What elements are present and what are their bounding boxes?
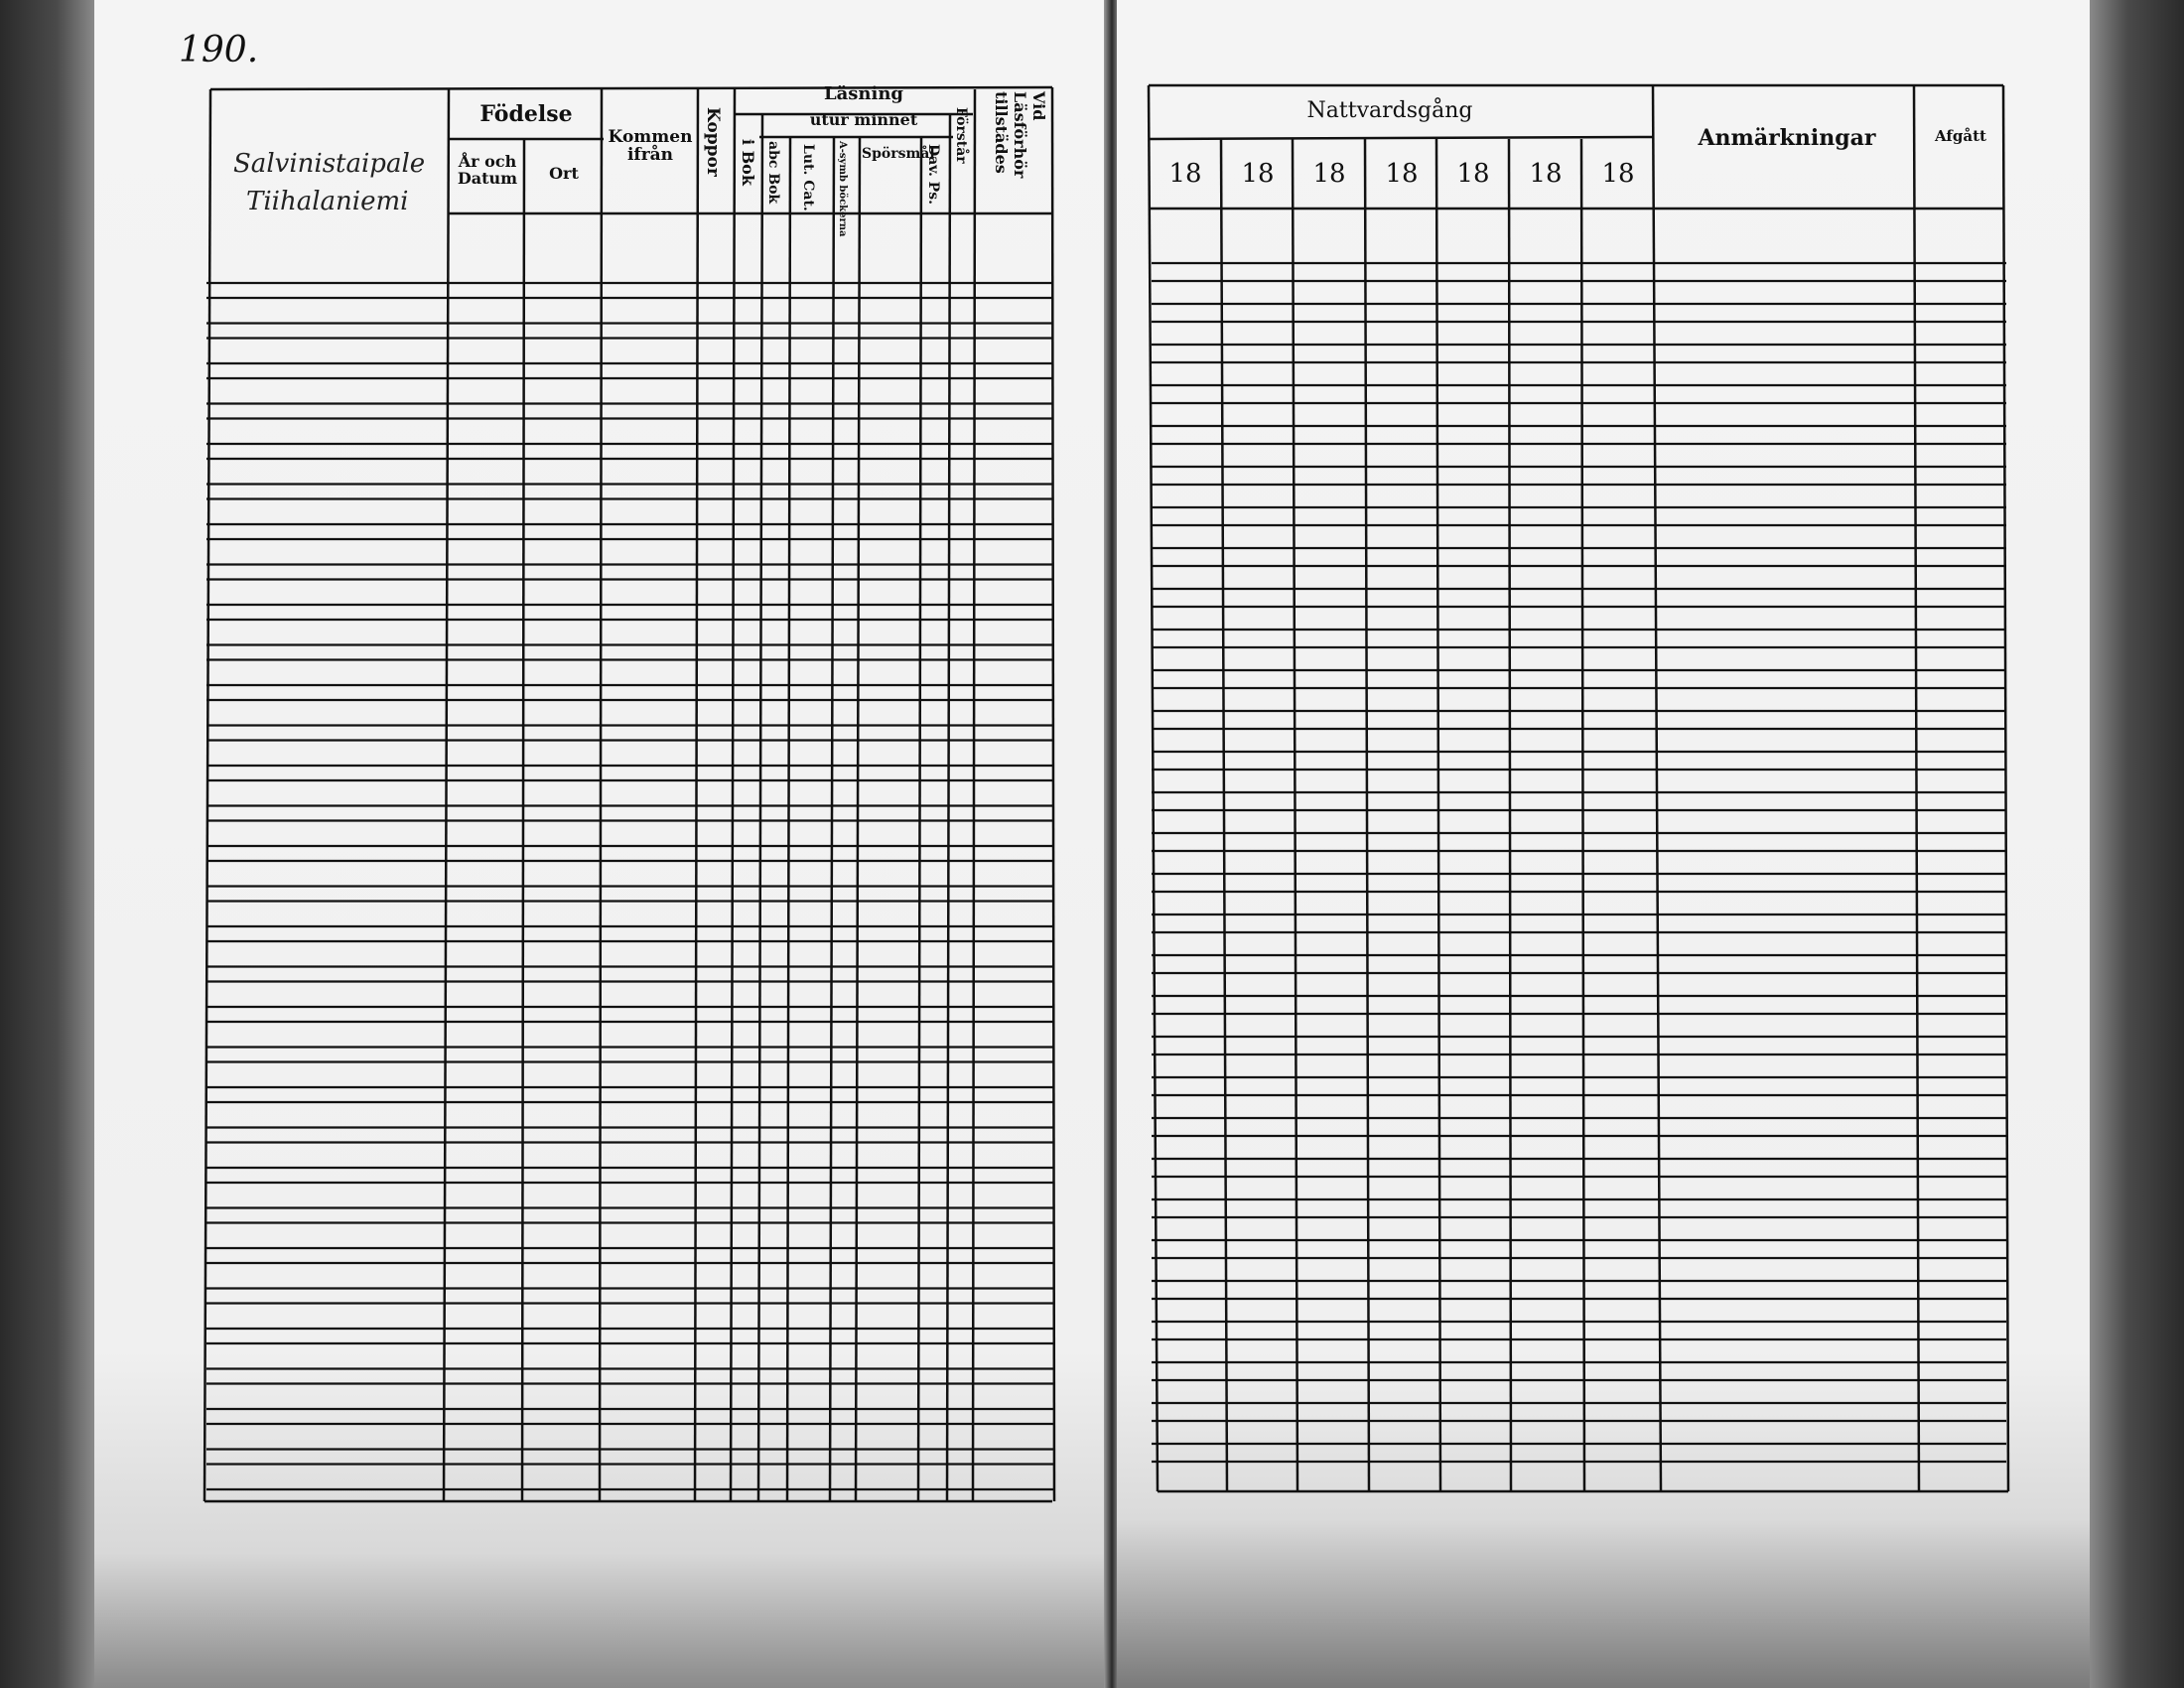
- header-fodelse: Födelse: [479, 101, 573, 127]
- header-lasning: Läsning: [823, 83, 904, 104]
- header-dav-ps: Dav. Ps.: [925, 144, 941, 205]
- nattvard-year-label: 18: [1601, 159, 1635, 189]
- page-number: 190.: [179, 30, 259, 70]
- handwritten-place-2: Tiihalaniemi: [246, 187, 409, 216]
- header-a-symb: A-symb böckerna: [837, 141, 848, 237]
- header-lut-cat: Lut. Cat.: [800, 144, 816, 211]
- header-utur-minnet: utur minnet: [809, 110, 918, 129]
- header-abc-bok: abc Bok: [765, 141, 781, 205]
- header-kommen-ifran: Kommen ifrån: [608, 127, 693, 165]
- header-i-bok: i Bok: [739, 139, 757, 186]
- header-nattvardsgang: Nattvardsgång: [1306, 98, 1473, 123]
- nattvard-year-label: 18: [1385, 159, 1419, 189]
- nattvard-year-label: 18: [1241, 159, 1275, 189]
- handwritten-place-1: Salvinistaipale: [233, 149, 426, 179]
- header-anmarkningar: Anmärkningar: [1698, 125, 1876, 151]
- nattvard-year-label: 18: [1312, 159, 1346, 189]
- header-afgatt: Afgått: [1935, 127, 1986, 145]
- header-koppor: Koppor: [703, 107, 723, 177]
- nattvard-year-label: 18: [1456, 159, 1490, 189]
- header-vid-lasforhor: Vid Läsförhör tillstädes: [992, 91, 1048, 179]
- header-ar-och-datum: År och Datum: [457, 152, 518, 188]
- header-forstar: Förstår: [953, 107, 969, 164]
- nattvard-year-label: 18: [1168, 159, 1202, 189]
- nattvard-year-label: 18: [1529, 159, 1563, 189]
- header-ort: Ort: [549, 164, 579, 183]
- header-sporsmal: Spörsmål: [862, 146, 935, 162]
